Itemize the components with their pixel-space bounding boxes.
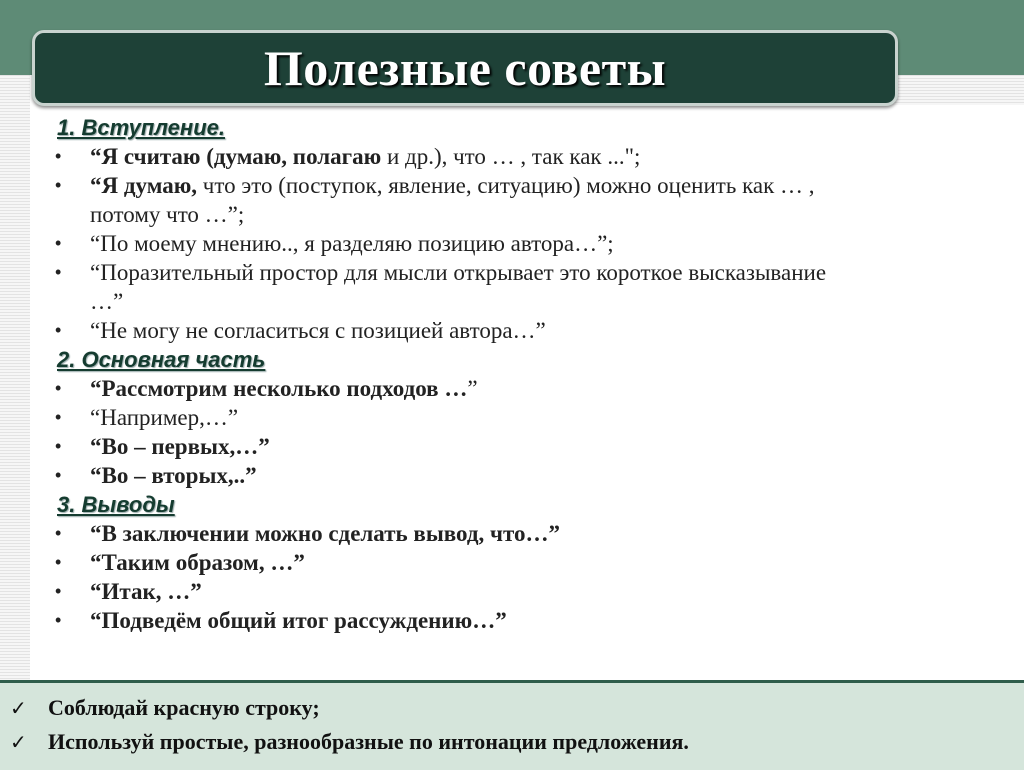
bullet-icon: •: [55, 436, 62, 456]
left-stripe-decoration: [0, 75, 30, 680]
item-bold-text: “Рассмотрим несколько подходов …: [90, 376, 468, 401]
item-bold-text: “Я считаю (думаю, полагаю: [90, 144, 382, 169]
bullet-icon: •: [55, 146, 62, 166]
bullet-icon: •: [55, 581, 62, 601]
item-text: ”: [467, 376, 478, 401]
item-text: и др.), что … , так как ...";: [381, 144, 641, 169]
tip-text: Используй простые, разнообразные по интонации предложения.: [48, 729, 689, 754]
list-item: [55, 171, 1010, 200]
bullet-icon: •: [55, 465, 62, 485]
item-bold-text: “Я думаю,: [90, 173, 198, 198]
item-text: “Не могу не согласиться с позицией автора…”: [90, 318, 546, 343]
content-area: [55, 113, 1010, 635]
item-bold-text: “Итак, …”: [90, 579, 202, 604]
section-heading-conclusions: 3. Выводы: [57, 492, 175, 517]
list-item: [55, 374, 1010, 403]
page-title: Полезные советы: [263, 40, 667, 96]
item-bold-text: “Во – первых,…”: [90, 434, 270, 459]
item-text: потому что …”;: [90, 202, 245, 227]
tip-item: [10, 695, 320, 721]
list-item: [55, 548, 1010, 577]
item-bold-text: “Подведём общий итог рассуждению…”: [90, 608, 507, 633]
list-item: [55, 432, 1010, 461]
bullet-icon: •: [55, 262, 62, 282]
list-item: [55, 461, 1010, 490]
list-item: [55, 577, 1010, 606]
tip-text: Соблюдай красную строку;: [48, 695, 320, 720]
list-item: [55, 229, 1010, 258]
item-text: …”: [90, 289, 124, 314]
bullet-icon: •: [55, 407, 62, 427]
bullet-icon: •: [55, 523, 62, 543]
bullet-icon: •: [55, 320, 62, 340]
title-banner: [32, 30, 898, 106]
item-bold-text: “В заключении можно сделать вывод, что…”: [90, 521, 560, 546]
bullet-icon: •: [55, 175, 62, 195]
list-item-continuation: [55, 287, 1010, 316]
bullet-icon: •: [55, 610, 62, 630]
section-heading-main: 2. Основная часть: [57, 347, 266, 372]
list-item: [55, 316, 1010, 345]
right-stripe-decoration: [893, 75, 1024, 105]
bullet-icon: •: [55, 378, 62, 398]
item-bold-text: “Таким образом, …”: [90, 550, 305, 575]
check-icon: ✓: [10, 696, 27, 720]
list-item: [55, 142, 1010, 171]
item-text: что это (поступок, явление, ситуацию) можно оценить как … ,: [197, 173, 815, 198]
check-icon: ✓: [10, 730, 27, 754]
list-item: [55, 519, 1010, 548]
section-heading-intro: 1. Вступление.: [57, 115, 225, 140]
item-bold-text: “Во – вторых,..”: [90, 463, 257, 488]
list-item-continuation: [55, 200, 1010, 229]
item-text: “Поразительный простор для мысли открывает это короткое высказывание: [90, 260, 827, 285]
bullet-icon: •: [55, 233, 62, 253]
bullet-icon: •: [55, 552, 62, 572]
tip-item: [10, 729, 689, 755]
item-text: “Например,…”: [90, 405, 239, 430]
list-item: [55, 606, 1010, 635]
list-item: [55, 258, 1010, 287]
list-item: [55, 403, 1010, 432]
tips-box: [0, 680, 1024, 770]
item-text: “По моему мнению.., я разделяю позицию автора…”;: [90, 231, 614, 256]
